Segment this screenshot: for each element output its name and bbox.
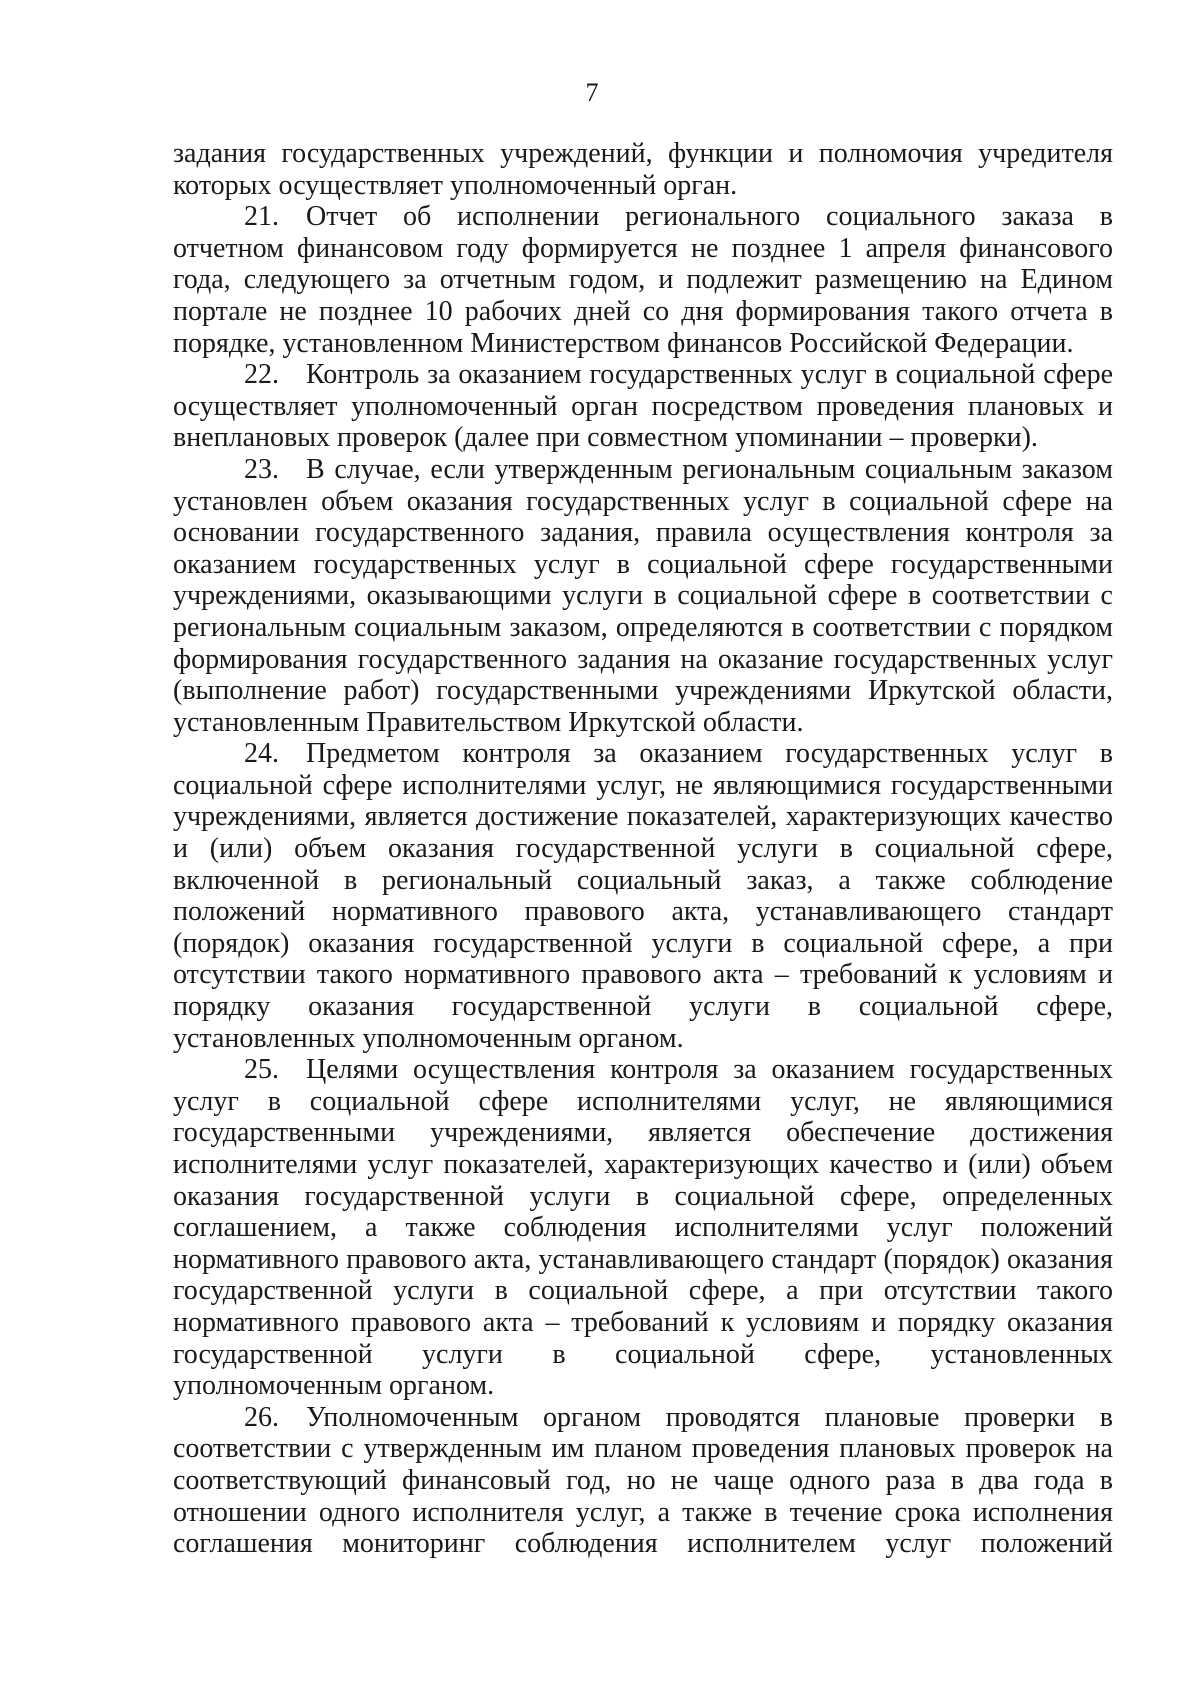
paragraph-text: Контроль за оказанием государственных услуг в социальной сфере осуществляет уполномоченный орган посредством проведения плановых и внеплановых проверок (далее при совместном упоминании – проверки). [173, 359, 1113, 454]
paragraph-22 [173, 359, 1113, 454]
paragraph-text: Предметом контроля за оказанием государственных услуг в социальной сфере исполнителями услуг, не являющимися государственными учреждениями, является достижение показателей, характеризующих качество и (или) объем оказания государственной услуги в социальной сфере, включенной в региональный социальный заказ, а также соблюдение положений нормативного правового акта, устанавливающего стандарт (порядок) оказания государственной услуги в социальной сфере, а при отсутствии такого нормативного правового акта – требований к условиям и порядку оказания государственной услуги в социальной сфере, установленных уполномоченным органом. [173, 738, 1113, 1054]
paragraph-number: 23. [244, 453, 279, 485]
paragraph-number: 24. [244, 738, 279, 770]
paragraph-text: Уполномоченным органом проводятся плановые проверки в соответствии с утвержденным им планом проведения плановых проверок на соответствующий финансовый год, но не чаще одного раза в два года в отношении одного исполнителя услуг, а также в течение срока исполнения соглашения мониторинг соблюдения исполнителем услуг положений [173, 1401, 1113, 1560]
paragraph-24 [173, 738, 1113, 1054]
paragraph-26 [173, 1402, 1113, 1560]
paragraph-21 [173, 201, 1113, 359]
paragraph-number: 26. [244, 1401, 279, 1433]
paragraph-number: 21. [244, 201, 279, 233]
paragraph-number: 22. [244, 359, 279, 391]
paragraph-text: Отчет об исполнении регионального социального заказа в отчетном финансовом году формируется не позднее 1 апреля финансового года, следующего за отчетным годом, и подлежит размещению на Едином портале не позднее 10 рабочих дней со дня формирования такого отчета в порядке, установленном Министерством финансов Российской Федерации. [173, 201, 1113, 359]
paragraph-number: 25. [244, 1054, 279, 1086]
paragraph-text: В случае, если утвержденным региональным социальным заказом установлен объем оказания государственных услуг в социальной сфере на основании государственного задания, правила осуществления контроля за оказанием государственных услуг в социальной сфере государственными учреждениями, оказывающими услуги в социальной сфере в соответствии с региональным социальным заказом, определяются в соответствии с порядком формирования государственного задания на оказание государственных услуг (выполнение работ) государственными учреждениями Иркутской области, установленным Правительством Иркутской области. [173, 453, 1113, 738]
document-body [173, 138, 1113, 1560]
paragraph-text: Целями осуществления контроля за оказанием государственных услуг в социальной сфере исполнителями услуг, не являющимися государственными учреждениями, является обеспечение достижения исполнителями услуг показателей, характеризующих качество и (или) объем оказания государственной услуги в социальной сфере, определенных соглашением, а также соблюдения исполнителями услуг положений нормативного правового акта, устанавливающего стандарт (порядок) оказания государственной услуги в социальной сфере, а при отсутствии такого нормативного правового акта – требований к условиям и порядку оказания государственной услуги в социальной сфере, установленных уполномоченным органом. [173, 1054, 1113, 1402]
paragraph-text: задания государственных учреждений, функции и полномочия учредителя которых осуществляет уполномоченный орган. [173, 138, 1113, 201]
paragraph-continuation [173, 138, 1113, 201]
paragraph-25 [173, 1054, 1113, 1402]
page-number: 7 [585, 78, 599, 107]
paragraph-23 [173, 454, 1113, 738]
